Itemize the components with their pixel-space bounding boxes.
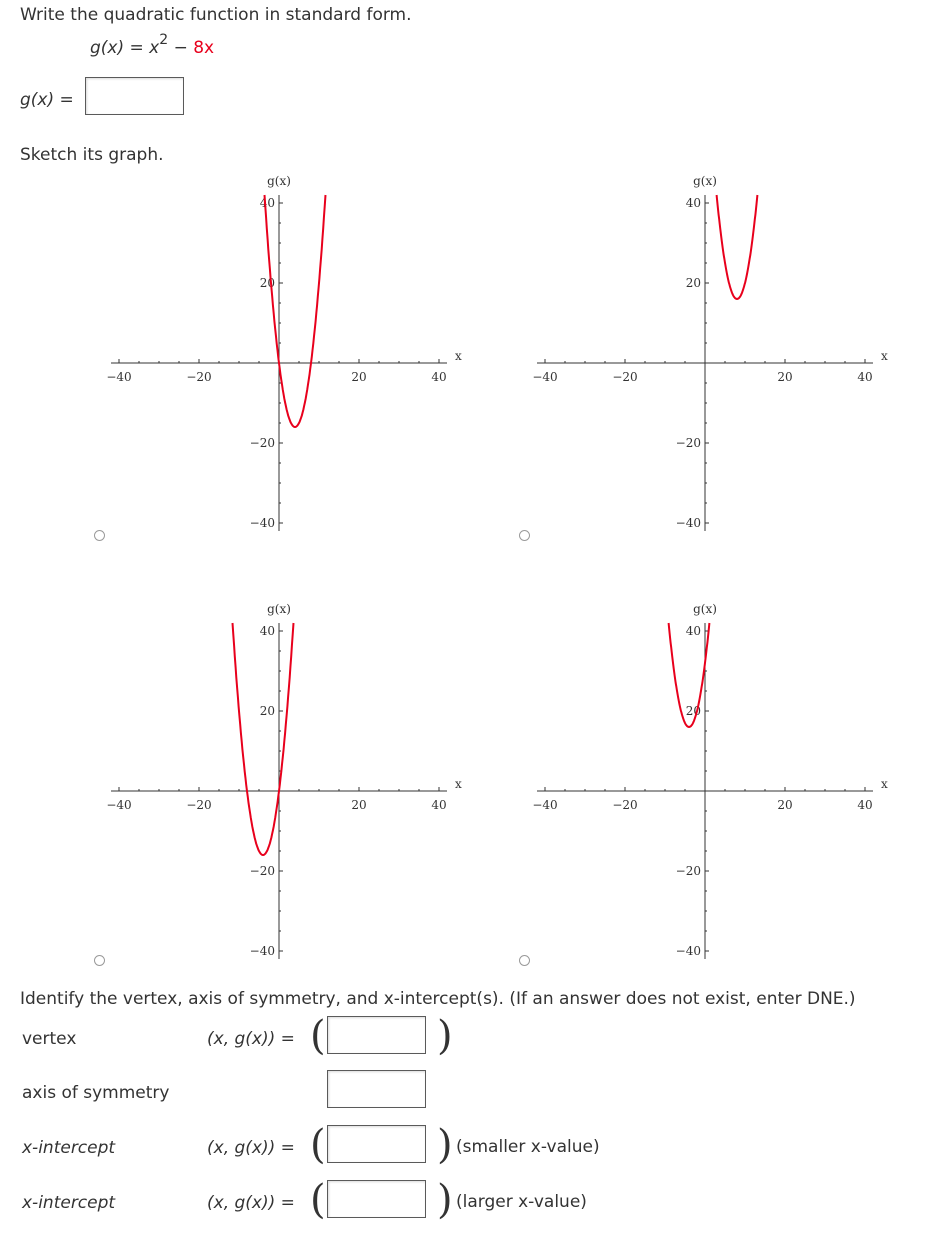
graph-option-3-radio[interactable] bbox=[94, 955, 105, 966]
x-axis-label: x bbox=[455, 777, 462, 791]
vertex-input[interactable] bbox=[327, 1016, 426, 1054]
x-intercept-2-input[interactable] bbox=[327, 1180, 426, 1218]
vertex-label: vertex bbox=[22, 1029, 77, 1049]
x-axis-label: x bbox=[881, 777, 888, 791]
axis-of-symmetry-input[interactable] bbox=[327, 1070, 426, 1108]
x-intercept-1-input[interactable] bbox=[327, 1125, 426, 1163]
smaller-x-note: (smaller x-value) bbox=[456, 1137, 600, 1157]
y-tick-label: 40 bbox=[259, 624, 275, 638]
x-intercept-1-label: x-intercept bbox=[22, 1138, 116, 1158]
y-tick-label: 20 bbox=[259, 704, 275, 718]
y-tick-label: −40 bbox=[249, 944, 275, 958]
y-tick-label: −40 bbox=[249, 516, 275, 530]
graph-4-svg bbox=[526, 598, 896, 973]
y-tick-label: −40 bbox=[675, 944, 701, 958]
vertex-close-paren: ) bbox=[437, 1013, 453, 1059]
x-tick-label: −20 bbox=[186, 370, 212, 384]
x-intercept-1-open-paren: ( bbox=[310, 1122, 326, 1168]
x-intercept-2-open-paren: ( bbox=[310, 1177, 326, 1223]
x-tick-label: 20 bbox=[351, 798, 367, 812]
graph-option-2-radio[interactable] bbox=[519, 530, 530, 541]
standard-form-input[interactable] bbox=[85, 77, 184, 115]
x-tick-label: −40 bbox=[532, 798, 558, 812]
graph-3-svg bbox=[96, 598, 466, 973]
x-tick-label: −20 bbox=[612, 798, 638, 812]
x-intercept-2-pair-label: (x, g(x)) = bbox=[207, 1193, 295, 1213]
parabola-curve bbox=[717, 195, 758, 299]
y-tick-label: 20 bbox=[685, 704, 701, 718]
x-tick-label: 20 bbox=[351, 370, 367, 384]
y-tick-label: 40 bbox=[685, 624, 701, 638]
graph-1-svg bbox=[96, 170, 466, 545]
y-tick-label: −20 bbox=[249, 436, 275, 450]
y-tick-label: 20 bbox=[685, 276, 701, 290]
larger-x-note: (larger x-value) bbox=[456, 1192, 587, 1212]
identify-prompt: Identify the vertex, axis of symmetry, and x-intercept(s). (If an answer does not exist, enter DNE.) bbox=[20, 989, 856, 1009]
y-axis-label: g(x) bbox=[267, 174, 291, 188]
x-tick-label: −40 bbox=[106, 370, 132, 384]
graph-2-svg bbox=[526, 170, 896, 545]
x-tick-label: −40 bbox=[532, 370, 558, 384]
y-axis-label: g(x) bbox=[267, 602, 291, 616]
x-tick-label: −40 bbox=[106, 798, 132, 812]
graph-option-1[interactable] bbox=[96, 170, 466, 545]
sketch-prompt: Sketch its graph. bbox=[20, 145, 164, 165]
x-tick-label: −20 bbox=[186, 798, 212, 812]
x-axis-label: x bbox=[455, 349, 462, 363]
x-tick-label: 20 bbox=[777, 798, 793, 812]
x-tick-label: −20 bbox=[612, 370, 638, 384]
parabola-curve bbox=[233, 623, 294, 855]
y-tick-label: −20 bbox=[249, 864, 275, 878]
given-exponent: 2 bbox=[159, 32, 169, 48]
x-intercept-2-close-paren: ) bbox=[437, 1177, 453, 1223]
x-intercept-2-label: x-intercept bbox=[22, 1193, 116, 1213]
vertex-open-paren: ( bbox=[310, 1013, 326, 1059]
vertex-pair-label: (x, g(x)) = bbox=[207, 1029, 295, 1049]
graph-option-4-radio[interactable] bbox=[519, 955, 530, 966]
y-tick-label: 40 bbox=[685, 196, 701, 210]
y-axis-label: g(x) bbox=[693, 602, 717, 616]
given-function bbox=[90, 32, 215, 58]
x-tick-label: 40 bbox=[431, 370, 447, 384]
parabola-curve bbox=[265, 195, 326, 427]
graph-option-1-radio[interactable] bbox=[94, 530, 105, 541]
y-tick-label: −40 bbox=[675, 516, 701, 530]
y-tick-label: 20 bbox=[259, 276, 275, 290]
axis-of-symmetry-label: axis of symmetry bbox=[22, 1083, 170, 1103]
x-axis-label: x bbox=[881, 349, 888, 363]
y-tick-label: 40 bbox=[259, 196, 275, 210]
graph-option-2[interactable] bbox=[526, 170, 896, 545]
graph-option-4[interactable] bbox=[526, 598, 896, 973]
x-tick-label: 40 bbox=[857, 370, 873, 384]
given-lhs: g(x) = x bbox=[90, 38, 160, 58]
given-term: 8x bbox=[193, 38, 215, 58]
x-intercept-1-close-paren: ) bbox=[437, 1122, 453, 1168]
y-tick-label: −20 bbox=[675, 436, 701, 450]
y-tick-label: −20 bbox=[675, 864, 701, 878]
x-tick-label: 40 bbox=[431, 798, 447, 812]
standard-form-label: g(x) = bbox=[20, 90, 74, 110]
y-axis-label: g(x) bbox=[693, 174, 717, 188]
instruction-text: Write the quadratic function in standard form. bbox=[20, 5, 412, 25]
given-minus: − bbox=[173, 38, 188, 58]
graph-option-3[interactable] bbox=[96, 598, 466, 973]
x-tick-label: 40 bbox=[857, 798, 873, 812]
x-tick-label: 20 bbox=[777, 370, 793, 384]
x-intercept-1-pair-label: (x, g(x)) = bbox=[207, 1138, 295, 1158]
